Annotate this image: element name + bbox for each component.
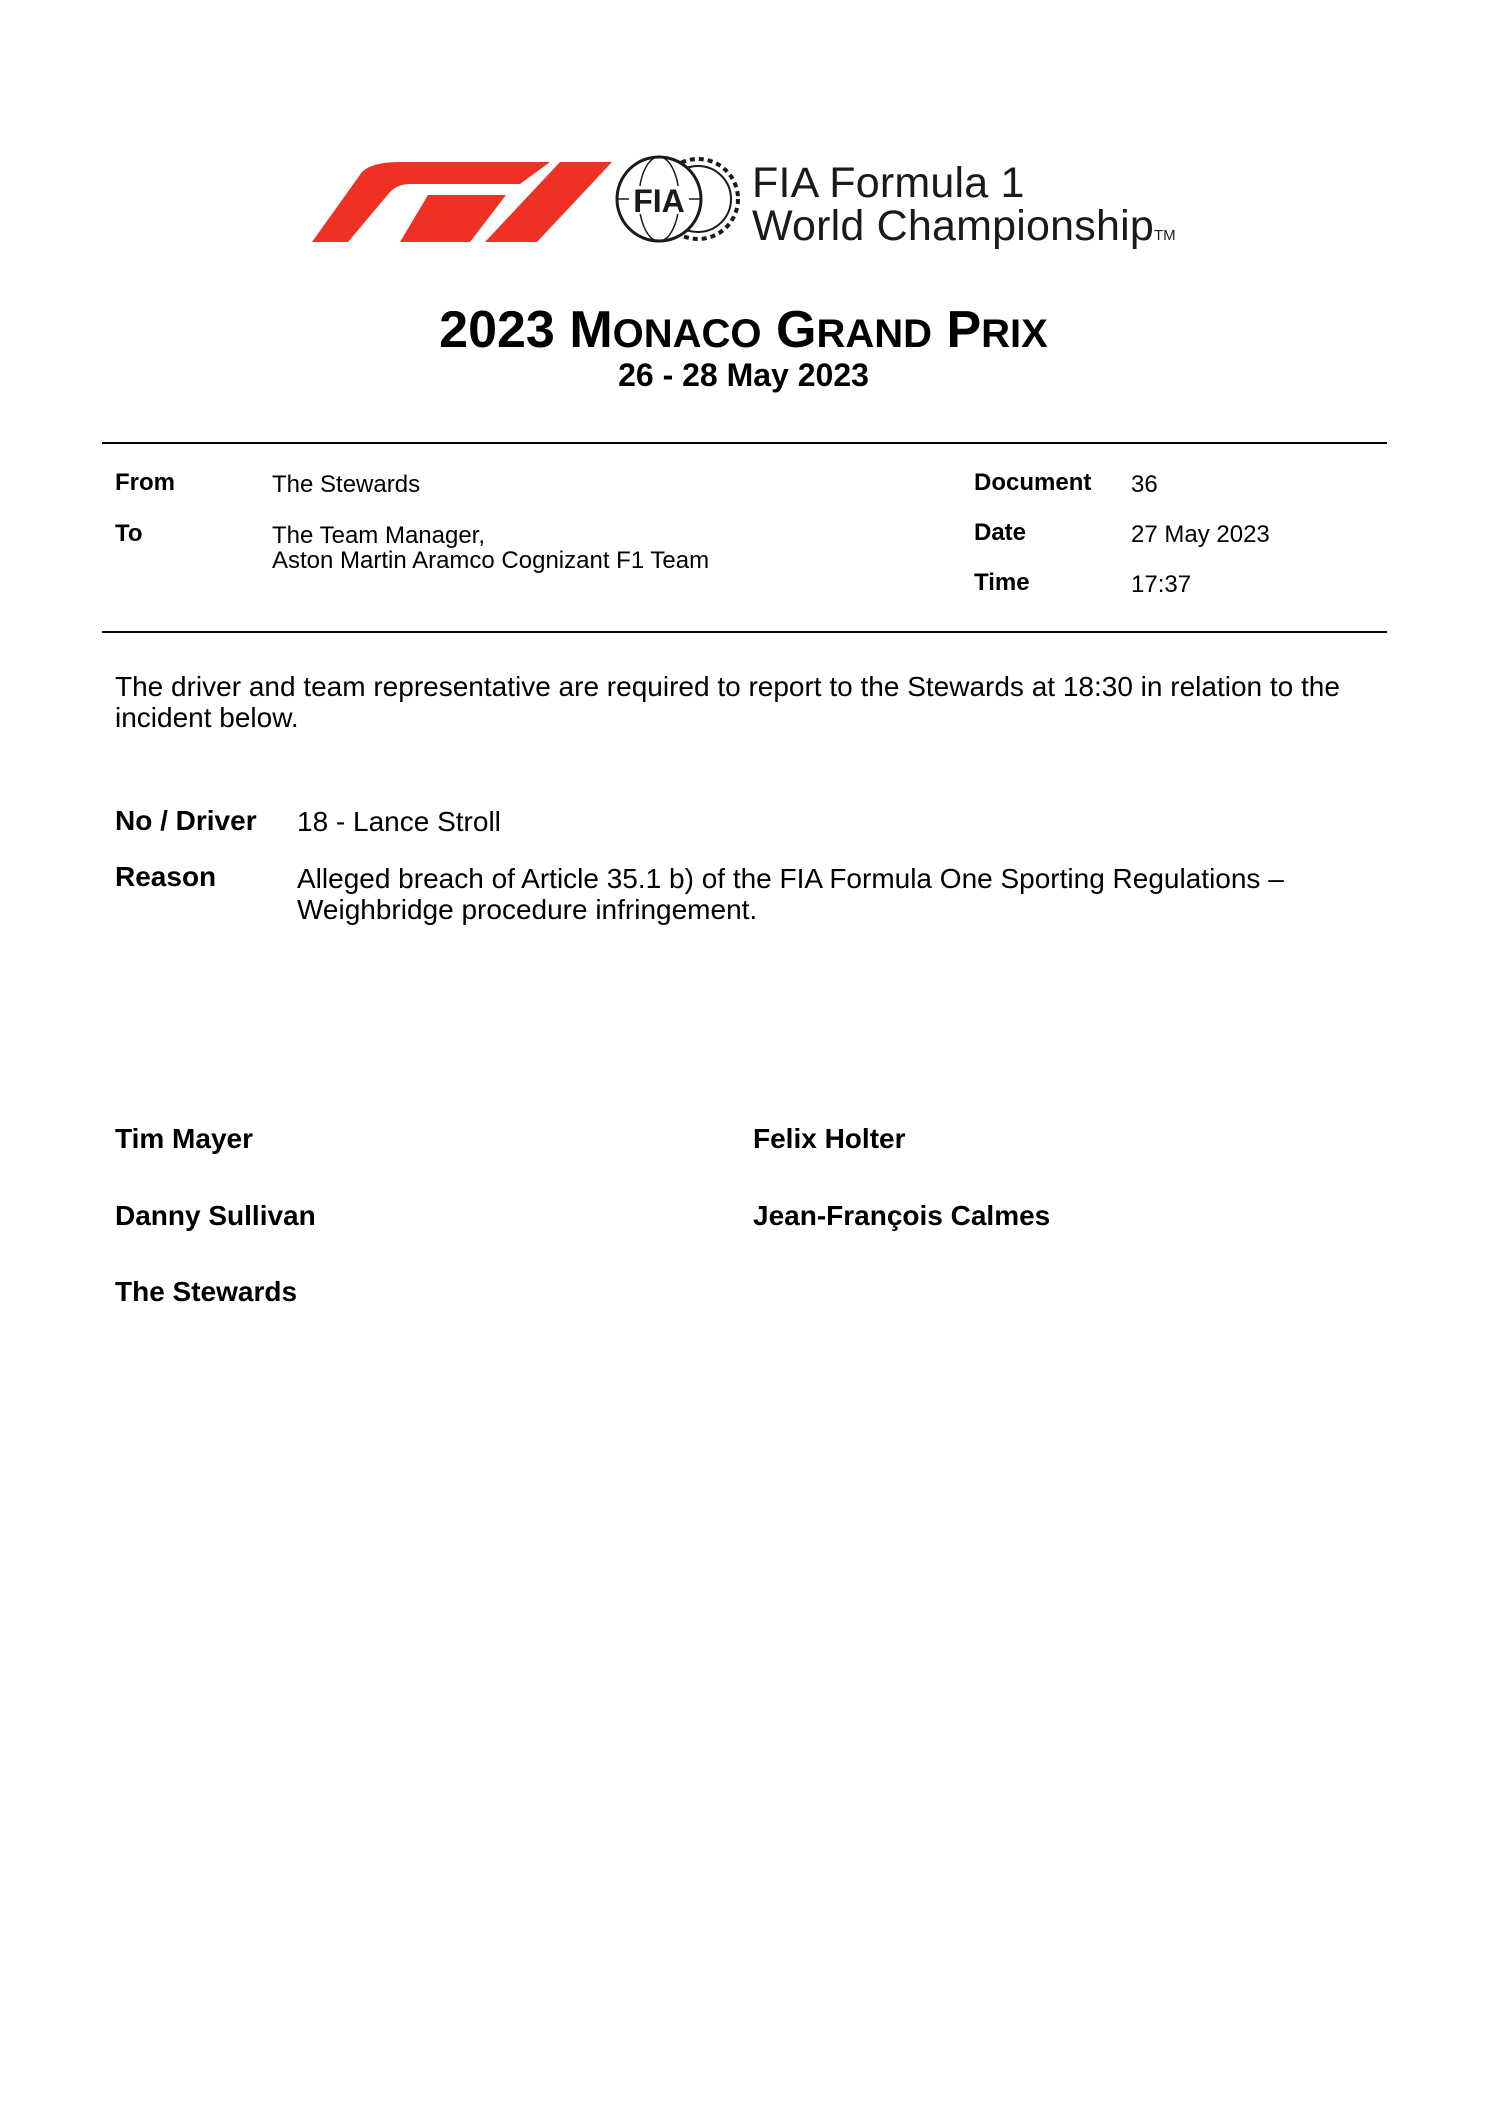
stewards-signoff: The Stewards [115, 1276, 298, 1307]
time-value: 17:37 [1131, 571, 1192, 598]
fia-seal-text: FIA [633, 183, 685, 219]
event-name [569, 301, 1048, 359]
to-value-line-1: The Team Manager, [272, 522, 486, 549]
time-label: Time [974, 569, 1030, 596]
event-title [0, 300, 1487, 364]
logo-line-1: FIA Formula 1 [752, 159, 1025, 207]
date-value: 27 May 2023 [1131, 521, 1270, 548]
fia-f1-logo [300, 150, 1220, 260]
event-year: 2023 [439, 301, 555, 359]
to-label: To [115, 520, 143, 547]
document-value: 36 [1131, 471, 1158, 498]
to-value-line-2: Aston Martin Aramco Cognizant F1 Team [272, 547, 710, 574]
event-title-word: GRAND [775, 301, 932, 359]
steward-name: Tim Mayer [115, 1123, 253, 1154]
logo-line-2 [752, 202, 1176, 257]
driver-value: 18 - Lance Stroll [297, 806, 501, 837]
logo-line-2-text: World Championship [752, 202, 1154, 250]
trademark-mark: TM [1153, 227, 1176, 244]
f1-logo-bar [400, 195, 506, 242]
driver-label: No / Driver [115, 805, 257, 836]
header-top-divider [102, 442, 1387, 444]
event-title-word: PRIX [946, 301, 1048, 359]
steward-name: Danny Sullivan [115, 1200, 316, 1231]
reason-value: Alleged breach of Article 35.1 b) of the FIA Formula One Sporting Regulations – Weighbridge procedure infringement. [297, 863, 1284, 925]
from-label: From [115, 469, 175, 496]
steward-name: Jean-François Calmes [753, 1200, 1051, 1231]
document-label: Document [974, 469, 1092, 496]
header-bottom-divider [102, 631, 1387, 633]
date-label: Date [974, 519, 1027, 546]
event-dates: 26 - 28 May 2023 [618, 357, 869, 393]
reason-label: Reason [115, 861, 217, 892]
summons-text: The driver and team representative are required to report to the Stewards at 18:30 in relation to the incident below. [115, 671, 1340, 733]
logo-wordmark [752, 159, 1176, 257]
steward-name: Felix Holter [753, 1123, 906, 1154]
f1-logo-icon [300, 162, 620, 242]
fia-seal-icon [612, 152, 744, 246]
from-value: The Stewards [272, 471, 421, 498]
event-title-word: MONACO [569, 301, 762, 359]
